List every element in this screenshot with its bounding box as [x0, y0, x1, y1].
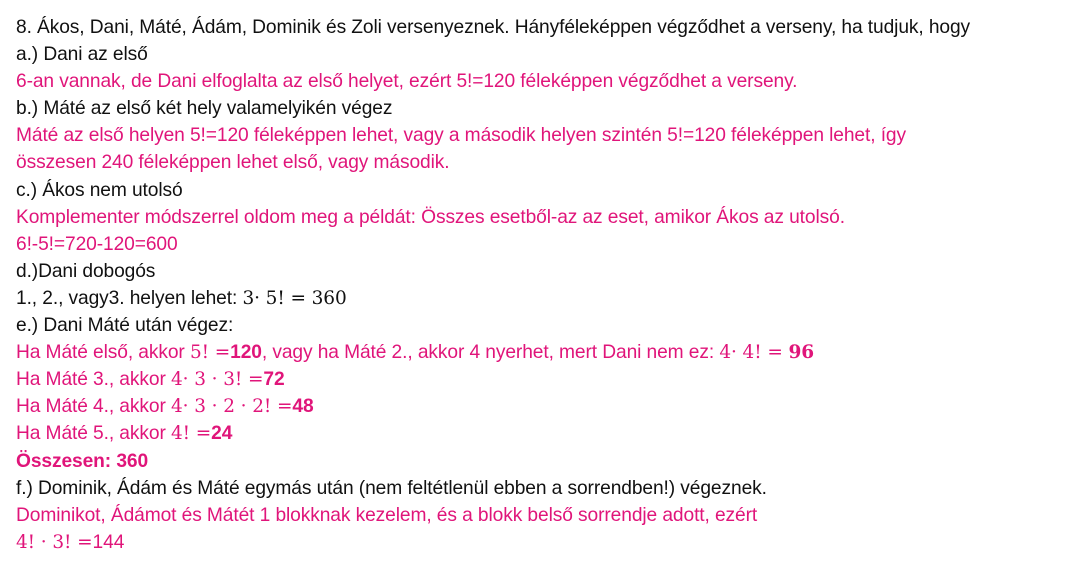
text-segment: d.)Dani dobogós	[16, 260, 156, 282]
math-expression: 4· 3 · 3! =	[170, 369, 264, 391]
line-d-answer	[16, 285, 1071, 312]
line-e-answer-3	[16, 393, 1071, 420]
line-e-total	[16, 448, 1071, 475]
text-segment: , vagy ha Máté 2., akkor 4 nyerhet, mert Dani nem ez:	[261, 342, 720, 364]
line-e-answer-2	[16, 366, 1071, 393]
math-expression: 5! =	[189, 342, 231, 364]
text-segment: 24	[211, 423, 233, 445]
math-expression: 4! =	[170, 423, 212, 445]
line-f-question	[16, 475, 1071, 502]
text-segment: Ha Máté 5., akkor	[16, 423, 171, 445]
line-c-answer-1	[16, 204, 1071, 231]
text-segment: Ha Máté 4., akkor	[16, 396, 171, 418]
text-segment: Máté az első helyen 5!=120 féleképpen lehet, vagy a második helyen szintén 5!=120 féleképpen lehet, így	[16, 125, 906, 147]
line-f-answer-2	[16, 529, 1071, 556]
line-f-answer-1	[16, 502, 1071, 529]
line-b-question	[16, 95, 1071, 122]
text-segment: 48	[292, 396, 314, 418]
text-segment: Komplementer módszerrel oldom meg a példát: Összes esetből-az az eset, amikor Ákos az utolsó.	[16, 206, 845, 228]
text-segment: Ha Máté 3., akkor	[16, 369, 171, 391]
line-b-answer-2	[16, 149, 1071, 176]
math-expression: 4· 4! =	[719, 342, 789, 364]
text-segment: 144	[92, 531, 125, 553]
text-segment: 6!-5!=720-120=600	[16, 233, 178, 255]
math-expression: 4! · 3! =	[16, 531, 93, 553]
line-c-answer-2	[16, 231, 1071, 258]
line-problem	[16, 14, 1071, 41]
line-e-answer-4	[16, 420, 1071, 447]
line-a-answer	[16, 68, 1071, 95]
line-a-question	[16, 41, 1071, 68]
text-segment: 6-an vannak, de Dani elfoglalta az első helyet, ezért 5!=120 féleképpen végződhet a verseny.	[16, 71, 798, 93]
line-e-question	[16, 312, 1071, 339]
text-segment: f.) Dominik, Ádám és Máté egymás után (nem feltétlenül ebben a sorrendben!) végeznek.	[16, 477, 767, 499]
math-expression: 96	[788, 342, 815, 364]
text-segment: Ha Máté első, akkor	[16, 342, 190, 364]
text-segment: összesen 240 féleképpen lehet első, vagy második.	[16, 152, 450, 174]
line-e-answer-1	[16, 339, 1071, 366]
line-b-answer-1	[16, 122, 1071, 149]
math-expression: 4· 3 · 2 · 2! =	[170, 396, 293, 418]
text-segment: a.) Dani az első	[16, 44, 148, 66]
text-segment: c.) Ákos nem utolsó	[16, 179, 183, 201]
line-c-question	[16, 177, 1071, 204]
text-segment: 120	[230, 342, 262, 364]
text-segment: e.) Dani Máté után végez:	[16, 315, 234, 337]
math-expression: 3· 5! = 360	[242, 287, 347, 309]
text-segment: 8. Ákos, Dani, Máté, Ádám, Dominik és Zoli versenyeznek. Hányféleképpen végződhet a verseny, ha tudjuk, hogy	[16, 17, 971, 38]
text-segment: Összesen: 360	[16, 450, 149, 472]
text-segment: Dominikot, Ádámot és Mátét 1 blokknak kezelem, és a blokk belső sorrendje adott, ezért	[16, 504, 758, 526]
text-segment: b.) Máté az első két hely valamelyikén végez	[16, 98, 393, 120]
line-d-question	[16, 258, 1071, 285]
text-segment: 72	[263, 369, 285, 391]
text-segment: 1., 2., vagy3. helyen lehet:	[16, 287, 243, 309]
document-body	[16, 14, 1071, 556]
